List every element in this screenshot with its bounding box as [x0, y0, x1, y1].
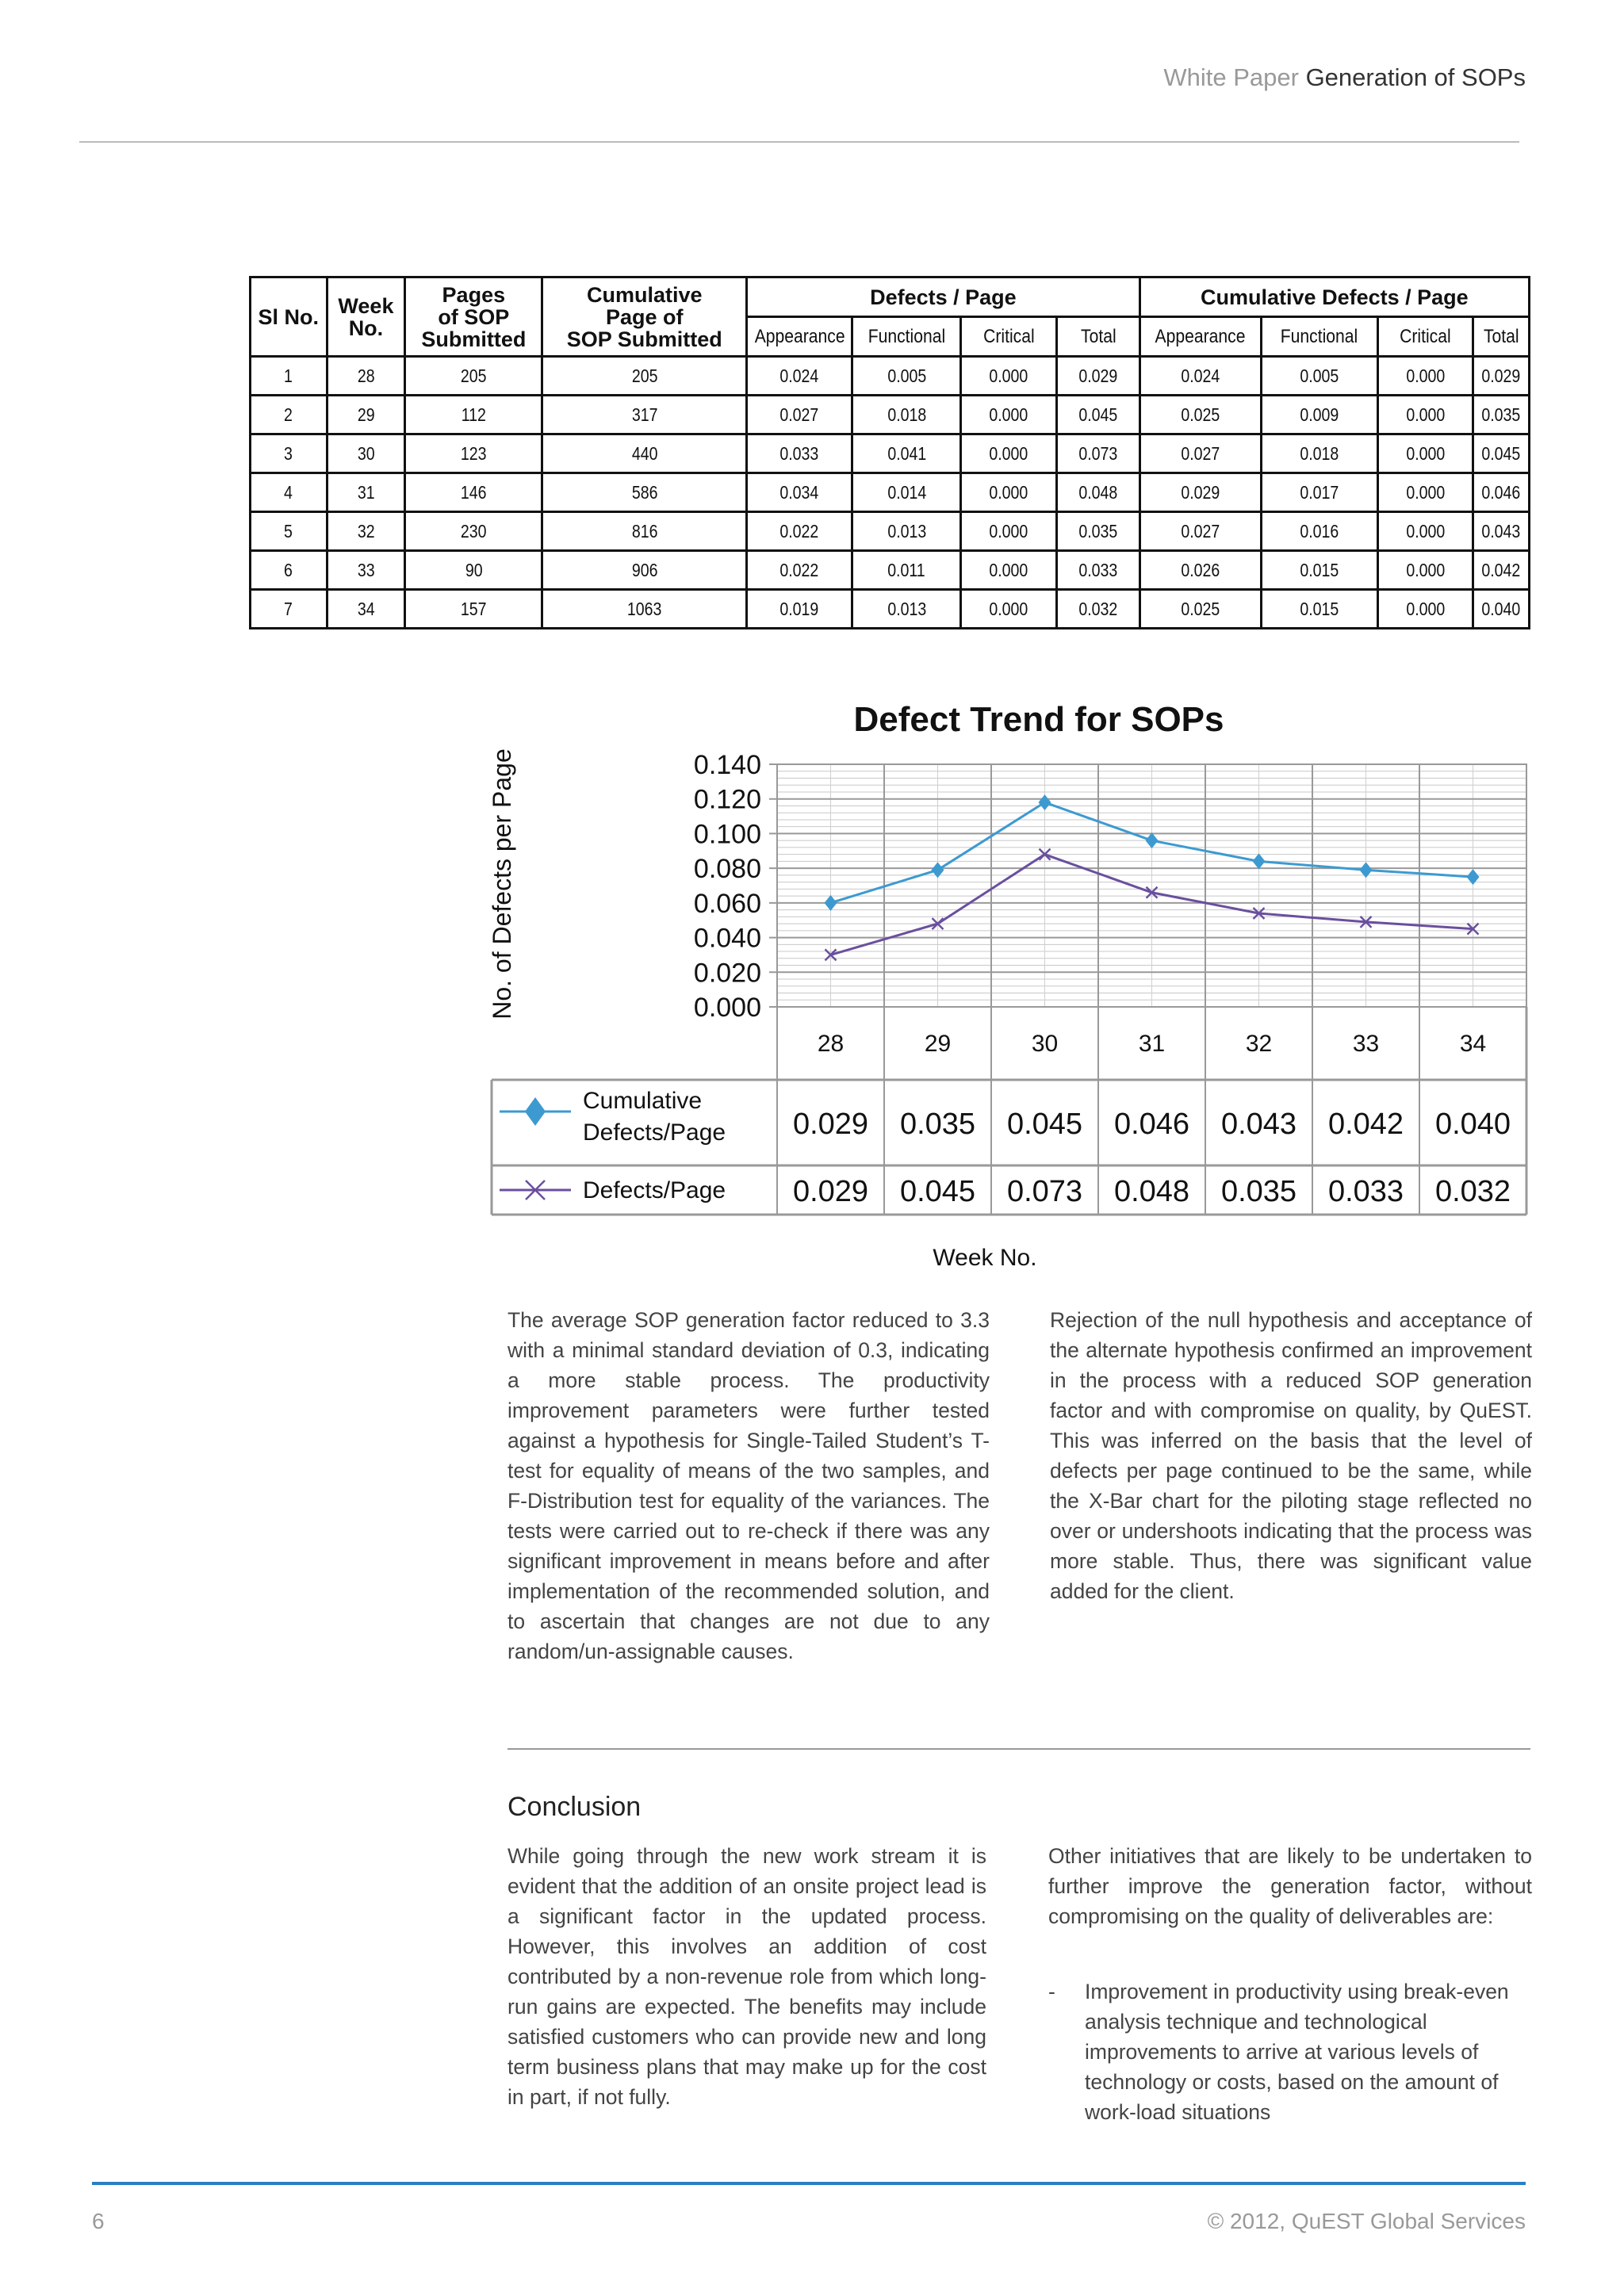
table-cell: 0.000 [1377, 512, 1473, 551]
table-row [251, 590, 1530, 629]
data-point [1146, 832, 1159, 848]
bullet-dash: - [1048, 1980, 1055, 2003]
legend-label: Defects/Page [583, 1119, 726, 1146]
table-cell: 157 [405, 590, 542, 629]
table-cell: 0.009 [1261, 396, 1377, 434]
chart-table-value: 0.033 [1327, 1175, 1404, 1208]
table-cell: 317 [542, 396, 747, 434]
table-cell: 34 [327, 590, 405, 629]
col-group-cumulative-defects: Cumulative Defects / Page [1139, 277, 1529, 317]
table-cell: 0.073 [1057, 434, 1140, 473]
table-cell: 0.000 [961, 434, 1057, 473]
table-cell: 0.025 [1139, 590, 1261, 629]
legend-label: Cumulative [583, 1088, 703, 1114]
table-cell: 0.017 [1261, 473, 1377, 512]
page-number: 6 [92, 2209, 105, 2233]
table-cell: 0.027 [1139, 512, 1261, 551]
chart-table-value: 0.042 [1327, 1108, 1404, 1141]
table-cell: 0.041 [852, 434, 961, 473]
chart-table-value: 0.029 [792, 1175, 869, 1208]
col-total: Total [1062, 317, 1135, 357]
header-title: Generation of SOPs [1305, 63, 1526, 91]
table-cell: 31 [327, 473, 405, 512]
defect-trend-chart [476, 690, 1538, 1276]
chart-y-tick-label: 0.080 [693, 854, 761, 885]
chart-table-value: 0.032 [1434, 1175, 1511, 1208]
table-cell: 230 [405, 512, 542, 551]
col-cum-total: Total [1477, 317, 1526, 357]
table-cell: 0.043 [1473, 512, 1530, 551]
data-point [1039, 794, 1051, 810]
table-cell: 0.000 [1377, 357, 1473, 396]
conclusion-left-paragraph: While going through the new work stream it is evident that the addition of an onsite project lead is a significant factor in the updated process. However, this involves an addition of cost contributed by a non-revenue role from which long-run gains are expected. The benefits may include satisfied customers who can provide new and long term business plans that may make up for the cost in part, if not fully. [508, 1844, 986, 2109]
table-cell: 0.000 [1377, 396, 1473, 434]
table-cell: 0.042 [1473, 551, 1530, 590]
table-cell: 0.000 [961, 551, 1057, 590]
table-cell: 586 [542, 473, 747, 512]
defects-table [249, 276, 1530, 629]
table-cell: 30 [327, 434, 405, 473]
section-divider [508, 1748, 1530, 1750]
chart-y-tick-label: 0.000 [693, 993, 761, 1023]
chart-y-tick-label: 0.140 [693, 750, 761, 780]
table-cell: 0.048 [1057, 473, 1140, 512]
chart-y-axis-label: No. of Defects per Page [488, 748, 516, 1020]
col-cum-appearance: Appearance [1147, 317, 1254, 357]
chart-y-tick-label: 0.020 [693, 958, 761, 989]
table-cell: 0.000 [1377, 473, 1473, 512]
data-point [1253, 853, 1266, 869]
table-cell: 0.018 [852, 396, 961, 434]
table-cell: 0.032 [1057, 590, 1140, 629]
table-cell: 1063 [542, 590, 747, 629]
table-cell: 2 [251, 396, 327, 434]
chart-table-value: 0.048 [1113, 1175, 1190, 1208]
chart-x-tick-label: 33 [1352, 1031, 1380, 1057]
table-cell: 0.027 [747, 396, 852, 434]
table-cell: 440 [542, 434, 747, 473]
table-cell: 0.029 [1139, 473, 1261, 512]
table-cell: 0.029 [1057, 357, 1140, 396]
table-cell: 0.035 [1057, 512, 1140, 551]
table-cell: 146 [405, 473, 542, 512]
col-week: Week No. [327, 277, 405, 357]
running-header [1163, 63, 1526, 92]
table-cell: 112 [405, 396, 542, 434]
table-cell: 1 [251, 357, 327, 396]
table-cell: 90 [405, 551, 542, 590]
table-cell: 0.000 [1377, 434, 1473, 473]
table-row [251, 473, 1530, 512]
data-point [825, 895, 837, 911]
chart-x-tick-label: 29 [924, 1031, 952, 1057]
legend-symbol-1 [500, 1181, 571, 1200]
table-cell: 0.033 [747, 434, 852, 473]
chart-table-value: 0.029 [792, 1108, 869, 1141]
table-cell: 0.026 [1139, 551, 1261, 590]
table-cell: 5 [251, 512, 327, 551]
table-cell: 0.035 [1473, 396, 1530, 434]
table-cell: 0.033 [1057, 551, 1140, 590]
table-cell: 0.000 [961, 512, 1057, 551]
chart-y-tick-label: 0.120 [693, 784, 761, 815]
table-cell: 0.034 [747, 473, 852, 512]
table-cell: 0.019 [747, 590, 852, 629]
table-cell: 0.045 [1057, 396, 1140, 434]
table-cell: 28 [327, 357, 405, 396]
table-cell: 0.013 [852, 512, 961, 551]
chart-table-value: 0.045 [1006, 1108, 1083, 1141]
table-cell: 0.000 [961, 396, 1057, 434]
chart-table-value: 0.035 [899, 1108, 976, 1141]
body-right-paragraph: Rejection of the null hypothesis and acceptance of the alternate hypothesis confirmed an improvement in the process with a reduced SOP generation factor and with compromise on quality, by QuEST. This was inferred on the basis that the level of defects per page continued to be the same, while the X-Bar chart for the piloting stage reflected no over or undershoots indicating that the process was more stable. Thus, there was significant value added for the client. [1050, 1308, 1532, 1603]
table-cell: 0.022 [747, 512, 852, 551]
copyright: © 2012, QuEST Global Services [1207, 2209, 1526, 2233]
table-cell: 0.024 [747, 357, 852, 396]
col-critical: Critical [967, 317, 1051, 357]
table-cell: 0.046 [1473, 473, 1530, 512]
conclusion-heading: Conclusion [508, 1792, 642, 1822]
table-cell: 33 [327, 551, 405, 590]
header-light: White Paper [1163, 63, 1299, 91]
table-cell: 3 [251, 434, 327, 473]
table-cell: 4 [251, 473, 327, 512]
table-cell: 0.005 [1261, 357, 1377, 396]
table-cell: 816 [542, 512, 747, 551]
col-sl-no: Sl No. [251, 277, 327, 357]
col-cumulative-pages: Cumulative Page of SOP Submitted [542, 277, 747, 357]
chart-table-value: 0.040 [1434, 1108, 1511, 1141]
conclusion-bullet [1048, 1976, 1532, 2127]
table-cell: 0.027 [1139, 434, 1261, 473]
col-cum-critical: Critical [1383, 317, 1467, 357]
table-row [251, 357, 1530, 396]
header-rule [79, 141, 1519, 143]
table-cell: 6 [251, 551, 327, 590]
chart-x-axis-label: Week No. [933, 1245, 1037, 1271]
table-row [251, 434, 1530, 473]
chart-table-value: 0.073 [1006, 1175, 1083, 1208]
chart-table-value: 0.043 [1220, 1108, 1297, 1141]
table-cell: 0.005 [852, 357, 961, 396]
col-appearance: Appearance [753, 317, 846, 357]
table-cell: 205 [405, 357, 542, 396]
chart-table-value: 0.045 [899, 1175, 976, 1208]
col-pages: Pages of SOP Submitted [405, 277, 542, 357]
table-cell: 123 [405, 434, 542, 473]
table-cell: 0.000 [961, 590, 1057, 629]
table-cell: 0.000 [1377, 551, 1473, 590]
table-cell: 0.022 [747, 551, 852, 590]
table-cell: 0.029 [1473, 357, 1530, 396]
chart-y-tick-label: 0.100 [693, 819, 761, 850]
chart-y-tick-label: 0.060 [693, 888, 761, 919]
table-cell: 906 [542, 551, 747, 590]
chart-x-tick-label: 34 [1459, 1031, 1487, 1057]
chart-y-tick-label: 0.040 [693, 923, 761, 954]
chart-table-value: 0.035 [1220, 1175, 1297, 1208]
chart-table-value: 0.046 [1113, 1108, 1190, 1141]
table-cell: 205 [542, 357, 747, 396]
table-cell: 0.015 [1261, 551, 1377, 590]
body-left-paragraph: The average SOP generation factor reduced to 3.3 with a minimal standard deviation of 0.3, indicating a more stable process. The productivity improvement parameters were further tested against a hypothesis for Single-Tailed Student’s T-test for equality of means of the two samples, and F-Distribution test for equality of the variances. The tests were carried out to re-check if there was any significant improvement in means before and after implementation of the recommended solution, and to ascertain that changes are not due to any random/un-assignable causes. [508, 1308, 990, 1663]
table-cell: 0.024 [1139, 357, 1261, 396]
col-cum-functional: Functional [1268, 317, 1370, 357]
bullet-text: Improvement in productivity using break-even analysis technique and technological improvements to arrive at various levels of technology or costs, based on the amount of work-load situations [1085, 1980, 1509, 2124]
chart-x-tick-label: 30 [1031, 1031, 1059, 1057]
table-cell: 0.014 [852, 473, 961, 512]
table-cell: 0.040 [1473, 590, 1530, 629]
table-cell: 0.013 [852, 590, 961, 629]
conclusion-right-paragraph: Other initiatives that are likely to be undertaken to further improve the generation factor, without compromising on the quality of deliverables are: [1048, 1844, 1532, 1928]
table-cell: 0.011 [852, 551, 961, 590]
table-cell: 0.018 [1261, 434, 1377, 473]
footer-rule [92, 2182, 1526, 2185]
table-cell: 29 [327, 396, 405, 434]
table-row [251, 512, 1530, 551]
table-cell: 0.000 [961, 357, 1057, 396]
legend-symbol-0 [500, 1097, 571, 1126]
legend-label: Defects/Page [583, 1177, 726, 1203]
table-cell: 0.015 [1261, 590, 1377, 629]
table-row [251, 551, 1530, 590]
table-cell: 0.025 [1139, 396, 1261, 434]
col-functional: Functional [859, 317, 954, 357]
table-cell: 0.016 [1261, 512, 1377, 551]
table-cell: 0.000 [961, 473, 1057, 512]
chart-x-tick-label: 28 [817, 1031, 845, 1057]
chart-title: Defect Trend for SOPs [853, 700, 1224, 739]
table-row [251, 396, 1530, 434]
table-cell: 32 [327, 512, 405, 551]
col-group-defects: Defects / Page [747, 277, 1140, 317]
chart-x-tick-label: 31 [1138, 1031, 1166, 1057]
chart-x-tick-label: 32 [1245, 1031, 1273, 1057]
table-cell: 0.000 [1377, 590, 1473, 629]
table-cell: 0.045 [1473, 434, 1530, 473]
table-cell: 7 [251, 590, 327, 629]
